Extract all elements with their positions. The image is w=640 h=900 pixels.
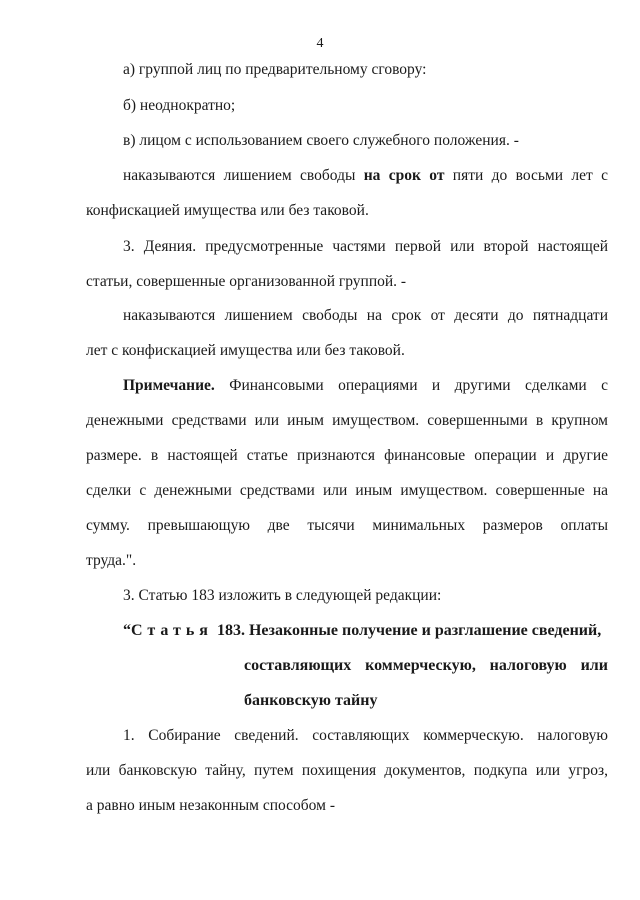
part2-punishment-line1: наказываются лишением свободы на срок от пяти до восьми лет с bbox=[123, 167, 608, 184]
note-line5: сумму. превышающую две тысячи минимальных размеров оплаты bbox=[86, 517, 608, 534]
part3-punishment-line2: лет с конфискацией имущества или без таковой. bbox=[86, 342, 405, 359]
list-item-b: б) неоднократно; bbox=[123, 97, 236, 114]
article-word: Статья bbox=[131, 622, 213, 639]
note-line6: труда.". bbox=[86, 552, 137, 569]
article-heading-line2: составляющих коммерческую, налоговую или bbox=[244, 657, 608, 674]
article-heading-line3: банковскую тайну bbox=[244, 692, 378, 709]
part2-punishment-line2: конфискацией имущества или без таковой. bbox=[86, 202, 369, 219]
note-line1: Примечание. Финансовыми операциями и другими сделками с bbox=[123, 377, 608, 394]
article-part1-line2: или банковскую тайну, путем похищения документов, подкупа или угроз, bbox=[86, 762, 608, 779]
article-part1-line3: а равно иным незаконным способом - bbox=[86, 797, 335, 814]
part3-line2: статьи, совершенные организованной группой. - bbox=[86, 273, 407, 290]
page-number: 4 bbox=[316, 36, 324, 51]
part3-punishment-line1: наказываются лишением свободы на срок от десяти до пятнадцати bbox=[123, 307, 608, 324]
list-item-a: а) группой лиц по предварительному сговору: bbox=[123, 61, 427, 78]
part3-line1: 3. Деяния. предусмотренные частями первой или второй настоящей bbox=[123, 238, 608, 255]
note-line2: денежными средствами или иным имуществом. совершенными в крупном bbox=[86, 412, 608, 429]
article-heading-line1: “Статья 183. Незаконные получение и разглашение сведений, bbox=[123, 622, 602, 639]
note-label: Примечание. bbox=[123, 377, 215, 394]
note-line3: размере. в настоящей статье признаются финансовые операции и другие bbox=[86, 447, 608, 464]
amendment-intro: 3. Статью 183 изложить в следующей редакции: bbox=[123, 587, 442, 604]
article-part1-line1: 1. Собирание сведений. составляющих коммерческую. налоговую bbox=[123, 727, 608, 744]
bold-phrase: на срок от bbox=[363, 167, 445, 184]
list-item-v: в) лицом с использованием своего служебного положения. - bbox=[123, 132, 519, 149]
note-line4: сделки с денежными средствами или иным имуществом. совершенные на bbox=[86, 482, 608, 499]
